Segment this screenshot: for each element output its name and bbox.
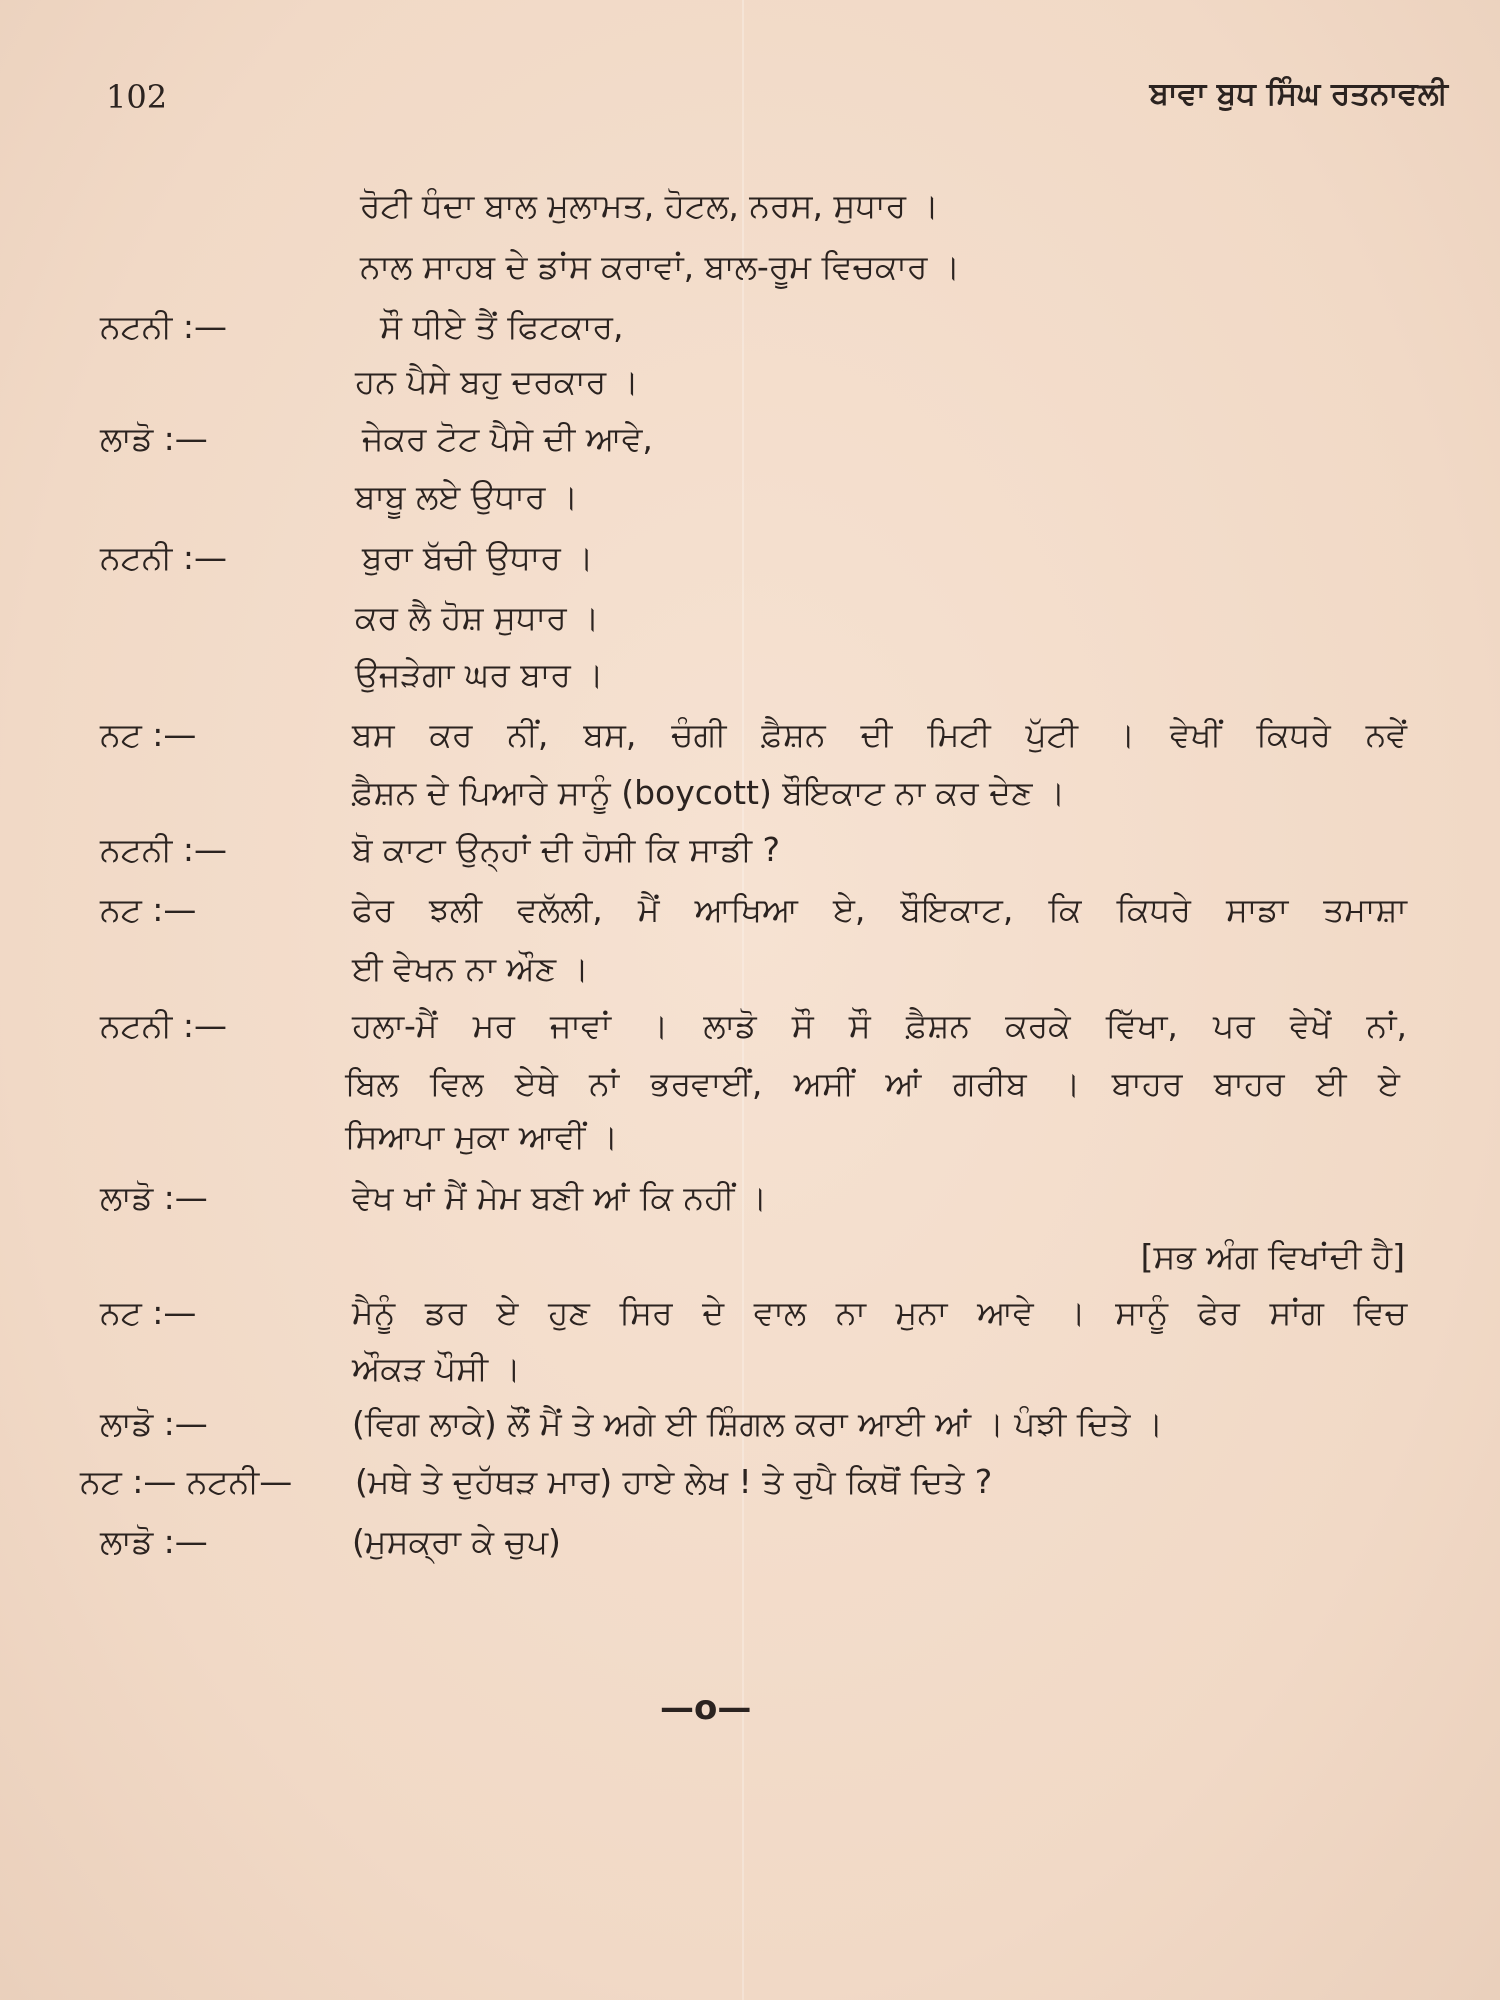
- dialogue-line: ਔਕੜ ਪੌਸੀ ।: [352, 1349, 521, 1388]
- dialogue-line: ਉਜੜੇਗਾ ਘਰ ਬਾਰ ।: [355, 655, 604, 694]
- speaker-label: ਲਾਡੋ :—: [100, 1404, 208, 1443]
- speaker-label: ਨਟ :—: [100, 715, 197, 754]
- speaker-label: ਨਟ :— ਨਟਨੀ—: [80, 1462, 293, 1501]
- speaker-label: ਲਾਡੋ :—: [100, 419, 208, 458]
- dialogue-line: ਰੋਟੀ ਧੰਦਾ ਬਾਲ ਮੁਲਾਮਤ, ਹੋਟਲ, ਨਰਸ, ਸੁਧਾਰ ।: [360, 186, 939, 225]
- dialogue-line: ਕਰ ਲੈ ਹੋਸ਼ ਸੁਧਾਰ ।: [355, 598, 600, 637]
- dialogue-line: ਮੈਨੂੰ ਡਰ ਏ ਹੁਣ ਸਿਰ ਦੇ ਵਾਲ ਨਾ ਮੁਨਾ ਆਵੇ । ਸਾਨੂੰ ਫੇਰ ਸਾਂਗ ਵਿਚ: [352, 1293, 1407, 1332]
- dialogue-line: ਸਿਆਪਾ ਮੁਕਾ ਆਵੀਂ ।: [345, 1117, 619, 1156]
- dialogue-line: ਵੇਖ ਖਾਂ ਮੈਂ ਮੇਮ ਬਣੀ ਆਂ ਕਿ ਨਹੀਂ ।: [352, 1178, 768, 1217]
- dialogue-line: ਬਸ ਕਰ ਨੀਂ, ਬਸ, ਚੰਗੀ ਫ਼ੈਸ਼ਨ ਦੀ ਮਿਟੀ ਪੁੱਟੀ । ਵੇਖੀਂ ਕਿਧਰੇ ਨਵੇਂ: [352, 715, 1407, 754]
- page-number: 102: [106, 78, 168, 116]
- speaker-label: ਨਟ :—: [100, 1293, 197, 1332]
- speaker-label: ਨਟ :—: [100, 890, 197, 929]
- speaker-label: ਨਟਨੀ :—: [100, 538, 227, 577]
- dialogue-line: ਬਾਬੂ ਲਏ ਉਧਾਰ ।: [355, 477, 579, 516]
- dialogue-line: (ਮਥੇ ਤੇ ਦੁਹੱਥੜ ਮਾਰ) ਹਾਏ ਲੇਖ ! ਤੇ ਰੁਪੈ ਕਿਥੋਂ ਦਿਤੇ ?: [355, 1462, 993, 1501]
- dialogue-line: ਜੇਕਰ ਟੋਟ ਪੈਸੇ ਦੀ ਆਵੇ,: [362, 419, 653, 458]
- dialogue-line: (ਵਿਗ ਲਾਕੇ) ਲੌਂ ਮੈਂ ਤੇ ਅਗੇ ਈ ਸ਼ਿੰਗਲ ਕਰਾ ਆਈ ਆਂ । ਪੰਝੀ ਦਿਤੇ ।: [352, 1404, 1164, 1443]
- end-ornament: —o—: [660, 1688, 752, 1728]
- stage-direction: [ਸਭ ਅੰਗ ਵਿਖਾਂਦੀ ਹੈ]: [1140, 1237, 1405, 1276]
- dialogue-line: ਹਨ ਪੈਸੇ ਬਹੁ ਦਰਕਾਰ ।: [355, 362, 639, 401]
- dialogue-line: ਫ਼ੈਸ਼ਨ ਦੇ ਪਿਆਰੇ ਸਾਨੂੰ (boycott) ਬੌਇਕਾਟ ਨਾ ਕਰ ਦੇਣ ।: [352, 773, 1066, 812]
- dialogue-line: ਨਾਲ ਸਾਹਬ ਦੇ ਡਾਂਸ ਕਰਾਵਾਂ, ਬਾਲ-ਰੂਮ ਵਿਚਕਾਰ ।: [360, 247, 961, 286]
- dialogue-line: ਸੌ ਧੀਏ ਤੈਂ ਫਿਟਕਾਰ,: [380, 307, 624, 346]
- speaker-label: ਲਾਡੋ :—: [100, 1178, 208, 1217]
- dialogue-line: ਹਲਾ-ਮੈਂ ਮਰ ਜਾਵਾਂ । ਲਾਡੋ ਸੌ ਸੌ ਫ਼ੈਸ਼ਨ ਕਰਕੇ ਵਿੱਖਾ, ਪਰ ਵੇਖੇਂ ਨਾਂ,: [352, 1006, 1407, 1045]
- dialogue-line: (ਮੁਸਕ੍ਰਾ ਕੇ ਚੁਪ): [352, 1522, 561, 1561]
- running-header: ਬਾਵਾ ਬੁਧ ਸਿੰਘ ਰਤਨਾਵਲੀ: [1149, 76, 1448, 112]
- speaker-label: ਲਾਡੋ :—: [100, 1522, 208, 1561]
- dialogue-line: ਬੋ ਕਾਟਾ ਉਨ੍ਹਾਂ ਦੀ ਹੋਸੀ ਕਿ ਸਾਡੀ ?: [352, 830, 781, 869]
- dialogue-line: ਈ ਵੇਖਨ ਨਾ ਔਣ ।: [352, 949, 589, 988]
- dialogue-line: ਬਿਲ ਵਿਲ ਏਥੇ ਨਾਂ ਭਰਵਾਈਂ, ਅਸੀਂ ਆਂ ਗਰੀਬ । ਬਾਹਰ ਬਾਹਰ ਈ ਏ: [345, 1064, 1400, 1103]
- speaker-label: ਨਟਨੀ :—: [100, 830, 227, 869]
- speaker-label: ਨਟਨੀ :—: [100, 1006, 227, 1045]
- speaker-label: ਨਟਨੀ :—: [100, 307, 227, 346]
- dialogue-line: ਫੇਰ ਝਲੀ ਵਲੱਲੀ, ਮੈਂ ਆਖਿਆ ਏ, ਬੌਇਕਾਟ, ਕਿ ਕਿਧਰੇ ਸਾਡਾ ਤਮਾਸ਼ਾ: [352, 890, 1407, 929]
- dialogue-line: ਬੁਰਾ ਬੱਚੀ ਉਧਾਰ ।: [362, 538, 594, 577]
